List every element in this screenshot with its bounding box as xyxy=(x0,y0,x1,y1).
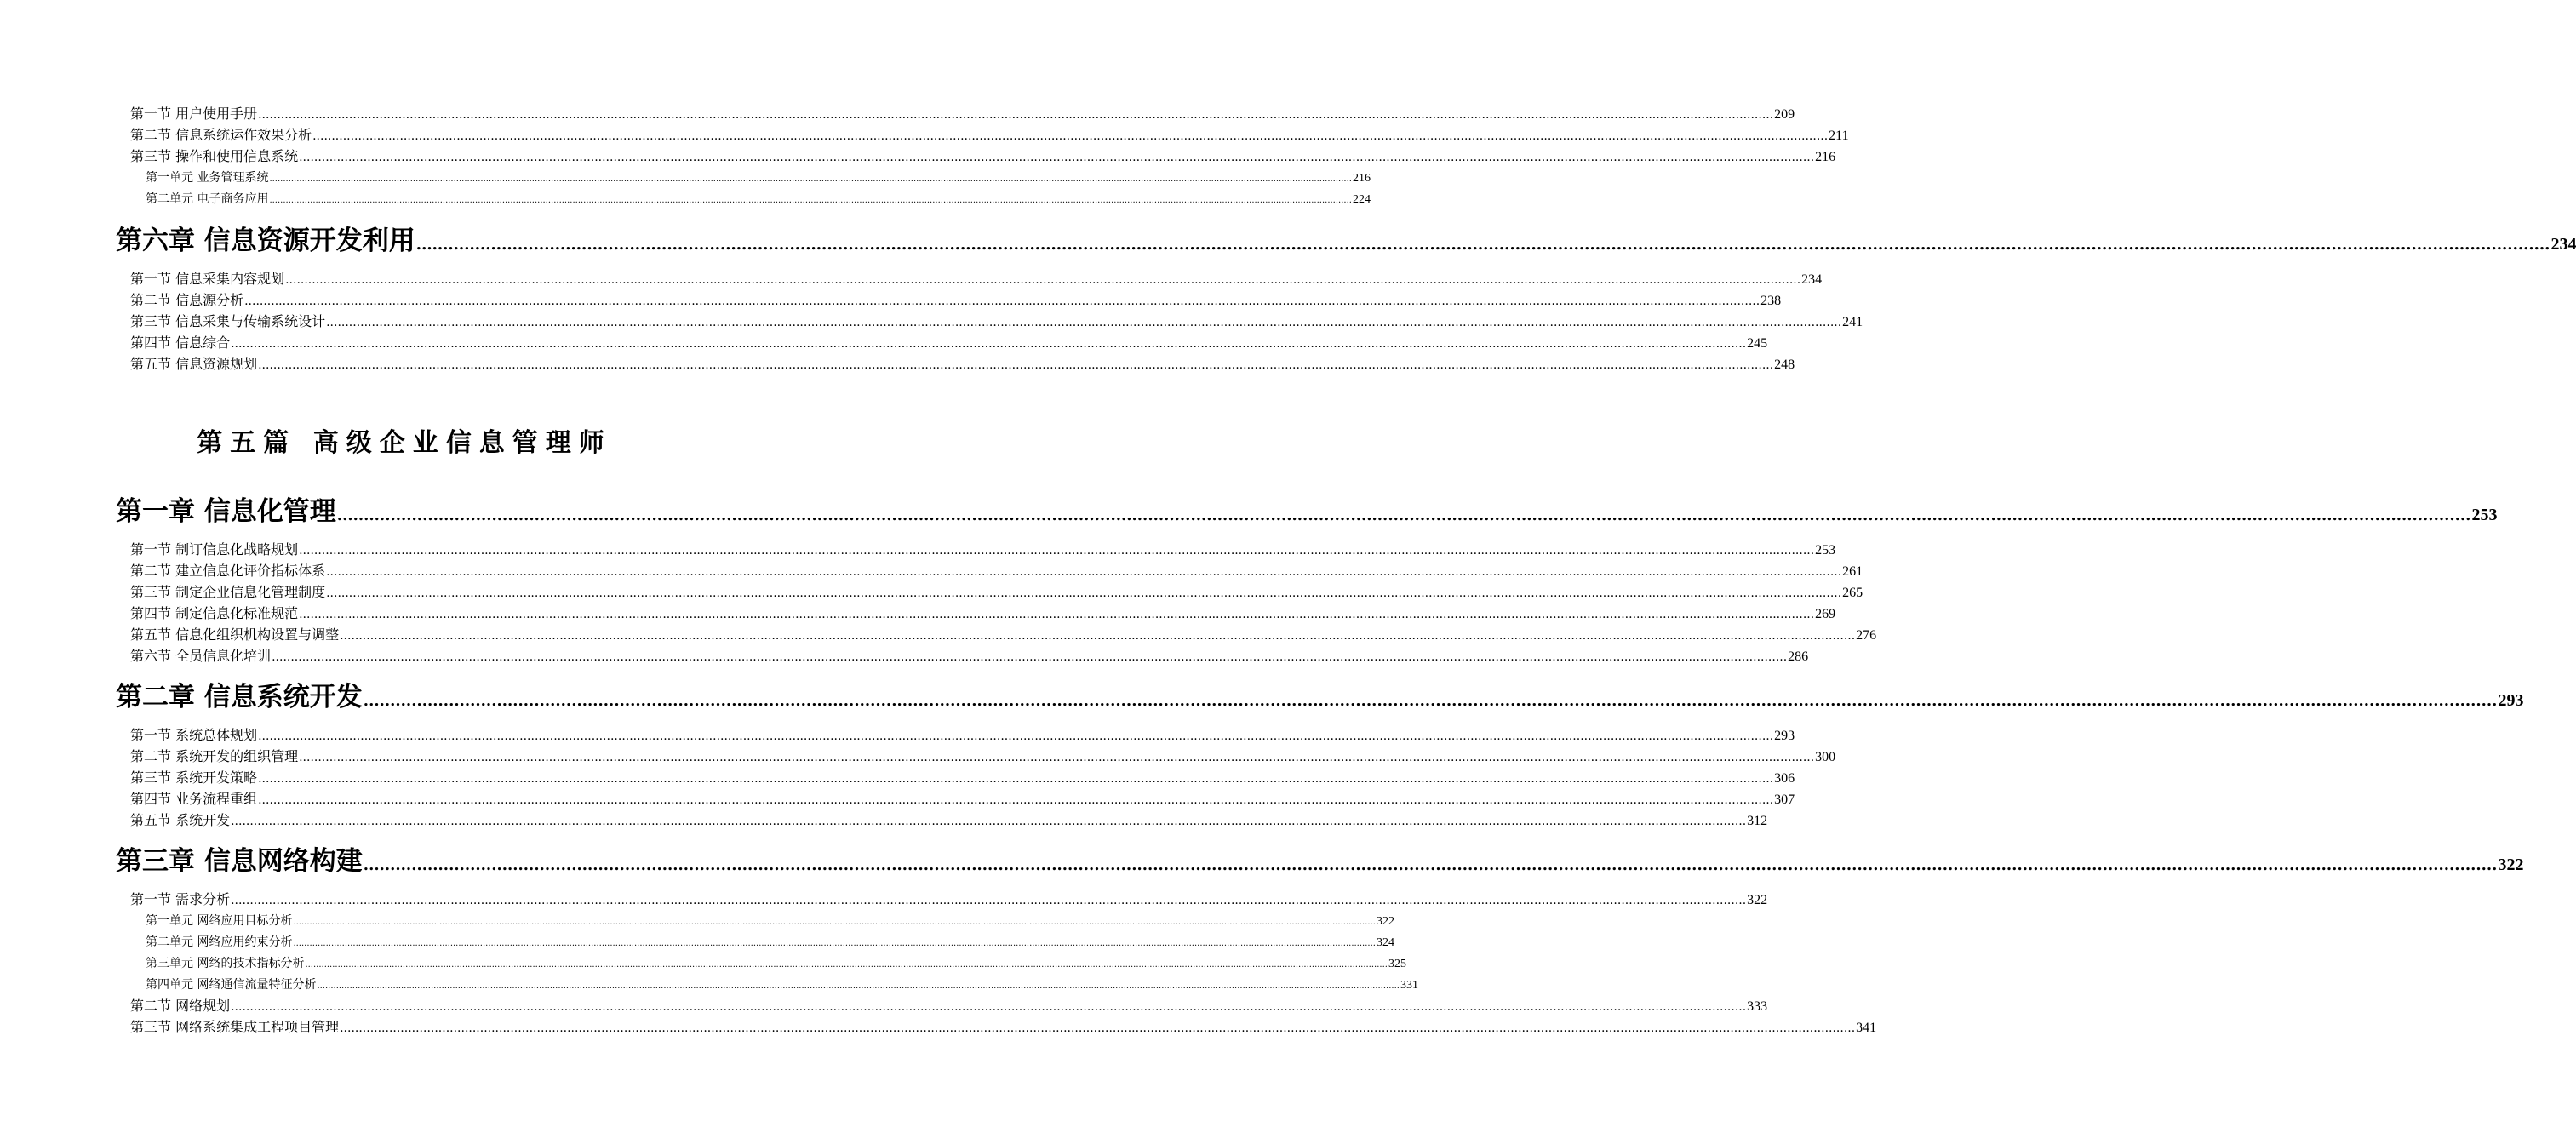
toc-entry-page-number: 211 xyxy=(1829,129,1849,143)
toc-entry-page-number: 248 xyxy=(1774,358,1795,372)
toc-entry-label: 第二单元 网络应用约束分析 xyxy=(146,935,293,949)
toc-unit-entry[interactable] xyxy=(146,935,1394,952)
toc-unit-entry[interactable] xyxy=(146,956,1406,973)
toc-entry-label: 第二节 信息系统运作效果分析 xyxy=(130,127,312,143)
toc-entry-label: 第二节 信息源分析 xyxy=(130,292,244,308)
toc-entry-page-number: 341 xyxy=(1856,1021,1877,1035)
dot-leader: ................................................................................................................................................................................................................................................................................................................................................................................................................ xyxy=(415,236,2550,254)
toc-entry-label: 第三节 网络系统集成工程项目管理 xyxy=(130,1019,340,1035)
dot-leader: ................................................................................................................................................................................................................................................................................................................................................................................................................ xyxy=(272,650,1788,664)
toc-chapter-entry[interactable] xyxy=(116,844,2524,883)
toc-entry-label: 第一单元 业务管理系统 xyxy=(146,171,269,185)
dot-leader: ................................................................................................................................................................................................................................................................................................................................................................................................................ xyxy=(258,793,1774,807)
toc-entry-label: 第二单元 电子商务应用 xyxy=(146,192,269,206)
toc-unit-entry[interactable] xyxy=(146,192,1371,209)
dot-leader: ................................................................................................................................................................................................................................................................................................................................................................................................................ xyxy=(340,1021,1856,1035)
dot-leader: ................................................................................................................................................................................................................................................................................................................................................................................................................ xyxy=(326,565,1842,579)
dot-leader: ................................................................................................................................................................................................................................................................................................................................................................................................................ xyxy=(293,918,1376,927)
toc-section-entry[interactable] xyxy=(130,148,1836,166)
toc-section-entry[interactable] xyxy=(130,727,1795,745)
toc-entry-label: 第五节 系统开发 xyxy=(130,812,231,828)
toc-entry-label: 第一节 制订信息化战略规划 xyxy=(130,541,299,558)
dot-leader: ................................................................................................................................................................................................................................................................................................................................................................................................................ xyxy=(326,316,1842,329)
dot-leader: ................................................................................................................................................................................................................................................................................................................................................................................................................ xyxy=(258,772,1774,786)
toc-section-entry[interactable] xyxy=(130,791,1795,809)
toc-unit-entry[interactable] xyxy=(146,977,1418,994)
toc-entry-label: 第六章 信息资源开发利用 xyxy=(116,226,415,256)
toc-entry-page-number: 322 xyxy=(1747,893,1768,907)
toc-entry-page-number: 306 xyxy=(1774,771,1795,786)
dot-leader: ................................................................................................................................................................................................................................................................................................................................................................................................................ xyxy=(258,358,1774,372)
dot-leader: ................................................................................................................................................................................................................................................................................................................................................................................................................ xyxy=(258,108,1774,122)
toc-entry-label: 第一节 用户使用手册 xyxy=(130,106,258,122)
dot-leader: ................................................................................................................................................................................................................................................................................................................................................................................................................ xyxy=(244,295,1760,308)
toc-entry-page-number: 234 xyxy=(1801,272,1823,287)
toc-entry-label: 第三章 信息网络构建 xyxy=(116,846,363,877)
toc-section-entry[interactable] xyxy=(130,541,1836,559)
toc-entry-label: 第三单元 网络的技术指标分析 xyxy=(146,957,305,970)
toc-entry-label: 第三节 制定企业信息化管理制度 xyxy=(130,584,326,600)
toc-entry-label: 第四节 业务流程重组 xyxy=(130,791,258,807)
toc-section-entry[interactable] xyxy=(130,626,1877,644)
dot-leader: ................................................................................................................................................................................................................................................................................................................................................................................................................ xyxy=(258,729,1774,743)
dot-leader: ................................................................................................................................................................................................................................................................................................................................................................................................................ xyxy=(299,544,1815,558)
toc-entry-page-number: 286 xyxy=(1788,649,1809,664)
toc-section-entry[interactable] xyxy=(130,748,1836,766)
toc-entry-label: 第三节 操作和使用信息系统 xyxy=(130,148,299,164)
dot-leader: ................................................................................................................................................................................................................................................................................................................................................................................................................ xyxy=(269,174,1352,184)
dot-leader: ................................................................................................................................................................................................................................................................................................................................................................................................................ xyxy=(299,151,1815,164)
toc-entry-page-number: 241 xyxy=(1842,315,1863,329)
dot-leader: ................................................................................................................................................................................................................................................................................................................................................................................................................ xyxy=(299,751,1815,764)
toc-entry-page-number: 324 xyxy=(1376,936,1394,949)
toc-section-entry[interactable] xyxy=(130,769,1795,787)
dot-leader: ................................................................................................................................................................................................................................................................................................................................................................................................................ xyxy=(231,1000,1747,1014)
toc-section-entry[interactable] xyxy=(130,1019,1877,1037)
dot-leader: ................................................................................................................................................................................................................................................................................................................................................................................................................ xyxy=(312,129,1829,143)
toc-entry-page-number: 253 xyxy=(1815,543,1836,558)
toc-entry-page-number: 216 xyxy=(1352,172,1371,185)
toc-entry-page-number: 234 xyxy=(2550,235,2576,254)
toc-section-entry[interactable] xyxy=(130,313,1863,331)
dot-leader: ................................................................................................................................................................................................................................................................................................................................................................................................................ xyxy=(293,939,1376,948)
toc-entry-page-number: 276 xyxy=(1856,628,1877,643)
toc-entry-label: 第一节 需求分析 xyxy=(130,891,231,907)
dot-leader: ................................................................................................................................................................................................................................................................................................................................................................................................................ xyxy=(336,506,2471,524)
toc-entry-page-number: 322 xyxy=(2498,855,2524,874)
dot-leader: ................................................................................................................................................................................................................................................................................................................................................................................................................ xyxy=(269,196,1352,205)
toc-entry-label: 第一章 信息化管理 xyxy=(116,496,336,527)
dot-leader: ................................................................................................................................................................................................................................................................................................................................................................................................................ xyxy=(285,273,1801,287)
toc-entry-page-number: 269 xyxy=(1815,607,1836,621)
toc-entry-label: 第三节 信息采集与传输系统设计 xyxy=(130,313,326,329)
dot-leader: ................................................................................................................................................................................................................................................................................................................................................................................................................ xyxy=(326,586,1842,600)
toc-entry-label: 第三节 系统开发策略 xyxy=(130,769,258,786)
toc-entry-label: 第二章 信息系统开发 xyxy=(116,682,363,712)
toc-chapter-entry[interactable] xyxy=(116,224,2576,262)
toc-unit-entry[interactable] xyxy=(146,913,1394,930)
toc-entry-page-number: 265 xyxy=(1842,586,1863,600)
toc-entry-page-number: 209 xyxy=(1774,107,1795,122)
toc-entry-label: 第二节 系统开发的组织管理 xyxy=(130,748,299,764)
toc-section-entry[interactable] xyxy=(130,356,1795,374)
dot-leader: ................................................................................................................................................................................................................................................................................................................................................................................................................ xyxy=(305,960,1388,970)
dot-leader: ................................................................................................................................................................................................................................................................................................................................................................................................................ xyxy=(363,856,2498,874)
toc-entry-page-number: 238 xyxy=(1760,294,1782,308)
toc-entry-page-number: 322 xyxy=(1376,915,1394,928)
toc-entry-label: 第五节 信息化组织机构设置与调整 xyxy=(130,626,340,643)
part-title: 第五篇 高级企业信息管理师 xyxy=(197,428,612,458)
toc-entry-page-number: 333 xyxy=(1747,999,1768,1014)
toc-section-entry[interactable] xyxy=(130,106,1795,123)
toc-entry-page-number: 216 xyxy=(1815,150,1836,164)
toc-chapter-entry[interactable] xyxy=(116,495,2498,533)
toc-section-entry[interactable] xyxy=(130,563,1863,581)
toc-entry-label: 第二节 建立信息化评价指标体系 xyxy=(130,563,326,579)
toc-entry-label: 第一单元 网络应用目标分析 xyxy=(146,914,293,928)
toc-entry-page-number: 307 xyxy=(1774,792,1795,807)
toc-section-entry[interactable] xyxy=(130,335,1768,352)
toc-entry-label: 第二节 网络规划 xyxy=(130,998,231,1014)
dot-leader: ................................................................................................................................................................................................................................................................................................................................................................................................................ xyxy=(317,981,1400,991)
toc-entry-page-number: 325 xyxy=(1388,958,1406,970)
toc-entry-page-number: 331 xyxy=(1400,979,1418,992)
toc-section-entry[interactable] xyxy=(130,812,1768,830)
toc-section-entry[interactable] xyxy=(130,605,1836,623)
toc-entry-page-number: 245 xyxy=(1747,336,1768,351)
toc-section-entry[interactable] xyxy=(130,998,1768,1015)
toc-section-entry[interactable] xyxy=(130,292,1782,310)
toc-chapter-entry[interactable] xyxy=(116,680,2524,718)
toc-entry-label: 第四节 制定信息化标准规范 xyxy=(130,605,299,621)
toc-entry-label: 第五节 信息资源规划 xyxy=(130,356,258,372)
toc-entry-page-number: 224 xyxy=(1352,193,1371,206)
dot-leader: ................................................................................................................................................................................................................................................................................................................................................................................................................ xyxy=(231,894,1747,907)
toc-entry-page-number: 293 xyxy=(2498,691,2524,710)
dot-leader: ................................................................................................................................................................................................................................................................................................................................................................................................................ xyxy=(231,815,1747,828)
toc-entry-label: 第四单元 网络通信流量特征分析 xyxy=(146,978,317,992)
toc-entry-label: 第六节 全员信息化培训 xyxy=(130,648,272,664)
toc-entry-page-number: 253 xyxy=(2471,506,2498,524)
toc-entry-page-number: 293 xyxy=(1774,729,1795,743)
toc-section-entry[interactable] xyxy=(130,271,1823,289)
dot-leader: ................................................................................................................................................................................................................................................................................................................................................................................................................ xyxy=(363,692,2498,710)
toc-entry-page-number: 261 xyxy=(1842,564,1863,579)
toc-section-entry[interactable] xyxy=(130,648,1809,666)
toc-entry-page-number: 312 xyxy=(1747,814,1768,828)
toc-entry-label: 第一节 系统总体规划 xyxy=(130,727,258,743)
toc-entry-page-number: 300 xyxy=(1815,750,1836,764)
dot-leader: ................................................................................................................................................................................................................................................................................................................................................................................................................ xyxy=(340,629,1856,643)
dot-leader: ................................................................................................................................................................................................................................................................................................................................................................................................................ xyxy=(299,608,1815,621)
toc-entry-label: 第一节 信息采集内容规划 xyxy=(130,271,285,287)
dot-leader: ................................................................................................................................................................................................................................................................................................................................................................................................................ xyxy=(231,337,1747,351)
toc-unit-entry[interactable] xyxy=(146,170,1371,187)
toc-entry-label: 第四节 信息综合 xyxy=(130,335,231,351)
toc-section-entry[interactable] xyxy=(130,891,1768,909)
toc-section-entry[interactable] xyxy=(130,584,1863,602)
toc-section-entry[interactable] xyxy=(130,127,1849,145)
